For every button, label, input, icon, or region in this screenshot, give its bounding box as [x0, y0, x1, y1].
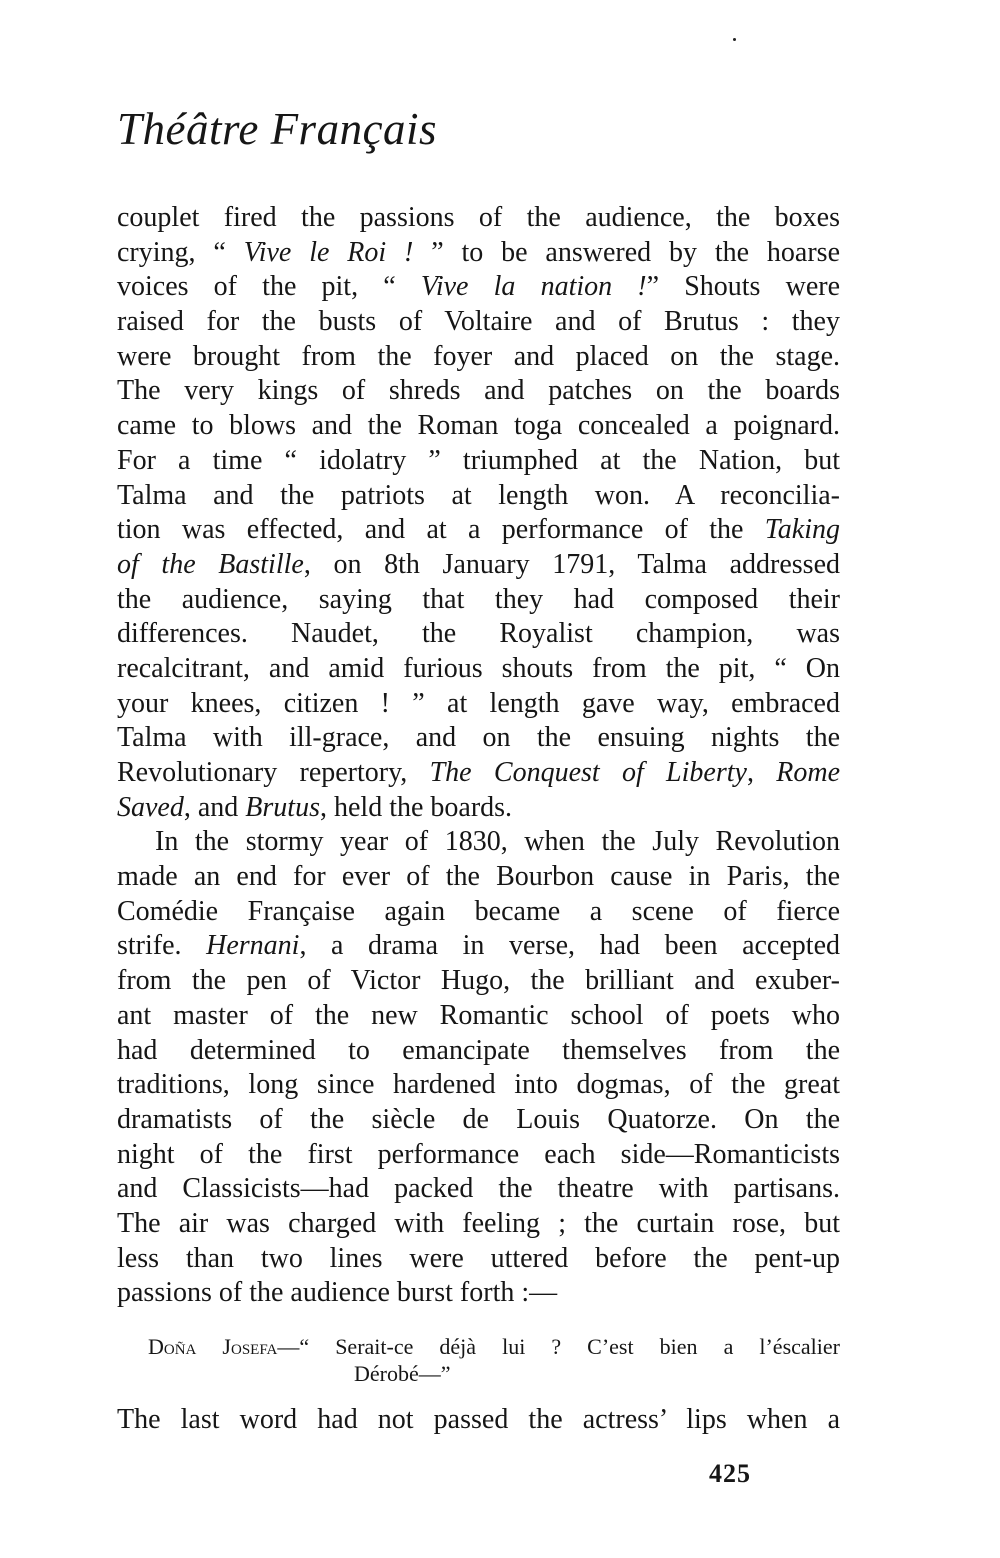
text-line: [117, 270, 840, 305]
text-line: [117, 479, 840, 514]
text-segment: less than two lines were uttered before the pent-up: [117, 1242, 840, 1274]
text-line: [117, 756, 840, 791]
ink-speck: [733, 38, 736, 41]
text-segment: Talma and the patriots at length won. A reconcilia-: [117, 479, 840, 511]
text-segment: The air was charged with feeling ; the curtain rose, but: [117, 1207, 840, 1239]
text-line: [117, 929, 840, 964]
text-segment: ant master of the new Romantic school of poets who: [117, 999, 840, 1031]
text-line: [117, 1138, 840, 1173]
text-segment: Talma with ill-grace, and on the ensuing nights the: [117, 722, 840, 754]
text-line: [117, 860, 840, 895]
text-line: [117, 1276, 840, 1311]
text-segment: For a time “ idolatry ” triumphed at the Nation, but: [117, 444, 840, 476]
body-text: [117, 201, 840, 1311]
text-line: [117, 374, 840, 409]
text-line: [117, 791, 840, 826]
text-segment: Hernani: [206, 930, 300, 962]
text-segment: raised for the busts of Voltaire and of Brutus : they: [117, 306, 840, 338]
text-line: [117, 825, 840, 860]
text-segment: differences. Naudet, the Royalist champion, was: [117, 618, 840, 650]
text-line: [117, 1242, 840, 1277]
text-segment: Vive la nation !: [420, 271, 647, 303]
continuation-line: The last word had not passed the actress’ lips when a: [117, 1404, 840, 1435]
verse-quotation: [148, 1333, 840, 1387]
text-line: [117, 1068, 840, 1103]
text-line: [117, 652, 840, 687]
text-segment: the audience, saying that they had composed their: [117, 583, 840, 615]
quote-speaker: Doña Josefa: [148, 1334, 278, 1359]
text-line: [117, 305, 840, 340]
text-line: [117, 1034, 840, 1069]
quote-line-1: [148, 1333, 840, 1360]
text-segment: dramatists of the siècle de Louis Quatorze. On the: [117, 1103, 840, 1135]
text-segment: voices of the pit, “: [117, 271, 421, 303]
text-segment: couplet fired the passions of the audience, the boxes: [117, 202, 840, 233]
running-head: Théâtre Français: [117, 104, 438, 154]
text-line: [117, 444, 840, 479]
text-segment: of the Bastille: [117, 548, 304, 580]
text-line: [117, 409, 840, 444]
text-segment: crying, “: [117, 236, 244, 268]
text-line: [117, 513, 840, 548]
text-segment: , and: [183, 791, 246, 823]
text-segment: passions of the audience burst forth :—: [117, 1277, 558, 1309]
text-segment: Vive le Roi !: [243, 236, 414, 268]
text-segment: tion was effected, and at a performance of the: [117, 514, 765, 546]
text-line: [117, 583, 840, 618]
text-line: [117, 1207, 840, 1242]
text-segment: made an end for ever of the Bourbon cause in Paris, the: [117, 861, 840, 893]
text-segment: your knees, citizen ! ” at length gave way, embraced: [117, 687, 840, 719]
text-segment: ” to be answered by the hoarse: [413, 236, 840, 268]
text-segment: Comédie Française again became a scene of fierce: [117, 895, 840, 927]
text-segment: , on 8th January 1791, Talma addressed: [303, 548, 841, 580]
text-segment: ” Shouts were: [646, 271, 841, 303]
text-line: [117, 895, 840, 930]
text-segment: night of the first performance each side—Romanticists: [117, 1138, 840, 1170]
text-line: [117, 964, 840, 999]
text-segment: The very kings of shreds and patches on the boards: [117, 375, 840, 407]
paragraph-2: [117, 825, 840, 1311]
text-segment: , a drama in verse, had been accepted: [299, 930, 840, 962]
quote-line-2: Dérobé—”: [354, 1361, 451, 1386]
text-segment: Revolutionary repertory,: [117, 757, 430, 788]
text-segment: In the stormy year of 1830, when the July Revolution: [155, 826, 840, 858]
text-segment: strife.: [117, 930, 207, 962]
text-line: [117, 1172, 840, 1207]
text-segment: Taking: [764, 514, 840, 546]
text-line: [117, 1103, 840, 1138]
quote-text-1: —“ Serait-ce déjà lui ? C’est bien a l’éscalier: [277, 1334, 840, 1359]
text-line: [117, 201, 840, 236]
text-segment: traditions, long since hardened into dogmas, of the great: [117, 1069, 840, 1101]
text-line: [117, 617, 840, 652]
text-line: [117, 340, 840, 375]
text-segment: and Classicists—had packed the theatre with partisans.: [117, 1173, 840, 1205]
text-segment: The Conquest of Liberty: [429, 757, 747, 788]
text-segment: were brought from the foyer and placed on the stage.: [117, 340, 840, 372]
page-number: 425: [709, 1459, 751, 1488]
text-segment: came to blows and the Roman toga concealed a poignard.: [117, 410, 840, 442]
text-line: [117, 548, 840, 583]
text-segment: Saved: [117, 791, 184, 823]
text-line: [117, 721, 840, 756]
text-segment: ,: [746, 757, 777, 788]
text-segment: had determined to emancipate themselves from the: [117, 1034, 840, 1066]
text-segment: recalcitrant, and amid furious shouts from the pit, “ On: [117, 652, 840, 684]
text-line: [117, 687, 840, 722]
text-line: [117, 236, 840, 271]
text-segment: Rome: [776, 757, 841, 788]
text-line: [117, 999, 840, 1034]
paragraph-1: [117, 201, 840, 825]
text-segment: from the pen of Victor Hugo, the brilliant and exuber-: [117, 965, 840, 997]
text-segment: , held the boards.: [319, 791, 513, 823]
text-segment: Brutus: [245, 791, 320, 823]
